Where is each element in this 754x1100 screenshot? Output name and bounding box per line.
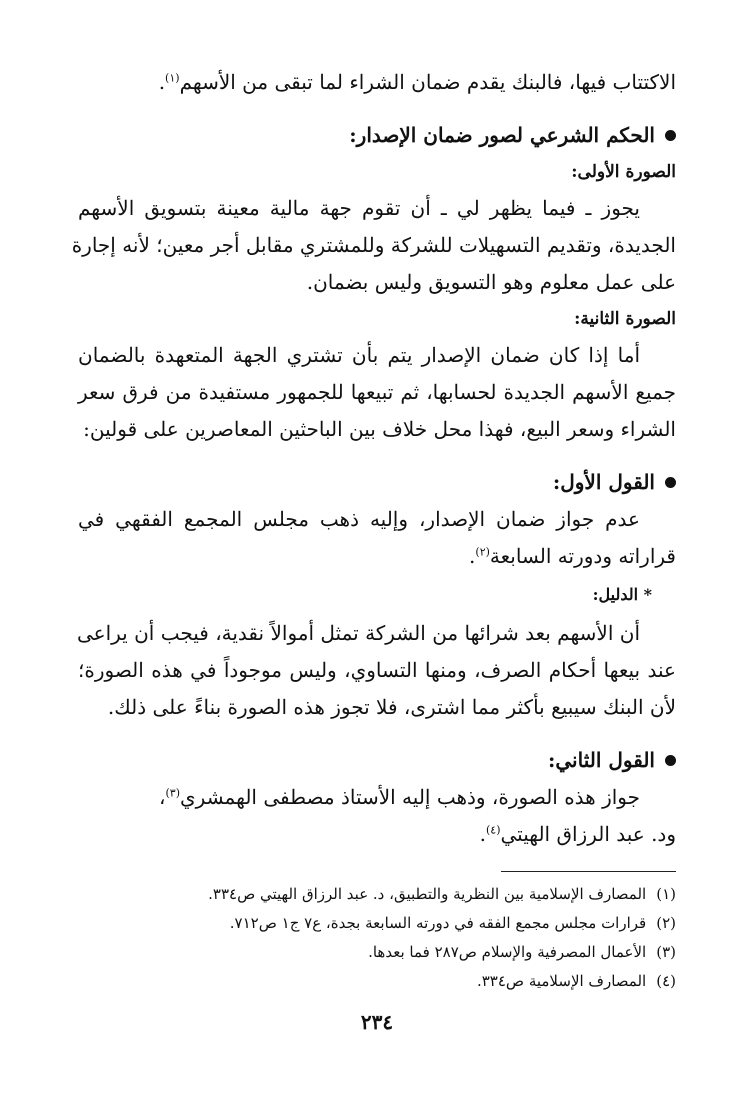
first-opinion-text: قراراته ودورته السابعة [489,544,676,568]
second-opinion-title: القول الثاني: [548,748,655,772]
second-form-line: جميع الأسهم الجديدة لحسابها، ثم تبيعها للجمهور مستفيدة من فرق سعر [78,380,676,404]
second-opinion-text: جواز هذه الصورة، وذهب إليه الأستاذ مصطفى الهمشري [180,785,640,809]
footnote-number: (٢) [656,914,676,932]
footnotes [78,880,676,996]
footnote-item [78,938,676,967]
intro-text: الاكتتاب فيها، فالبنك يقدم ضمان الشراء لما تبقى من الأسهم [179,70,676,94]
second-opinion-period: . [479,822,486,846]
first-opinion-line [78,538,676,575]
evidence-heading [78,575,676,615]
footnote-text: المصارف الإسلامية ص٣٣٤. [476,972,647,990]
footnote-text: الأعمال المصرفية والإسلام ص٢٨٧ فما بعدها. [368,943,647,961]
footnote-divider [501,871,676,872]
first-form-line: يجوز ـ فيما يظهر لي ـ أن تقوم جهة مالية معينة بتسويق الأسهم [78,196,640,220]
second-opinion-text: ود. عبد الرزاق الهيتي [500,822,676,846]
footnote-item [78,909,676,938]
first-opinion-line: عدم جواز ضمان الإصدار، وإليه ذهب مجلس المجمع الفقهي في [78,507,640,531]
intro-period: . [158,70,166,94]
footnote-number: (١) [656,885,676,903]
section-heading-second-opinion [78,742,676,779]
first-form-line: الجديدة، وتقديم التسهيلات للشركة وللمشتري مقابل أجر معين؛ لأنه إجارة [71,233,676,257]
bullet-icon [665,130,676,141]
section-heading-text: الحكم الشرعي لصور ضمان الإصدار: [349,123,655,147]
second-opinion-comma: ، [159,785,166,809]
footnote-ref-4[interactable]: (٤) [485,823,501,837]
footnote-text: قرارات مجلس مجمع الفقه في دورته السابعة بجدة، ع٧ ج١ ص٧١٢. [229,914,647,932]
footnote-number: (٣) [656,943,676,961]
main-text [71,64,676,853]
section-heading-ruling [78,117,676,154]
first-form-heading: الصورة الأولى: [571,162,676,182]
second-opinion-line [78,779,676,816]
second-form-line: الشراء وسعر البيع، فهذا محل خلاف بين الباحثين المعاصرين على قولين: [83,417,676,441]
first-opinion-title: القول الأول: [552,470,655,494]
section-heading-first-opinion [78,464,676,501]
footnote-number: (٤) [656,972,676,990]
footnote-ref-2[interactable]: (٢) [475,545,490,559]
footnote-item [78,967,676,996]
star-icon: * [643,585,652,604]
evidence-line: لأن البنك سيبيع بأكثر مما اشترى، فلا تجوز هذه الصورة بناءً على ذلك. [107,695,676,719]
second-opinion-line [78,816,676,853]
evidence-title: الدليل: [592,585,639,604]
first-opinion-period: . [469,544,476,568]
bullet-icon [665,755,676,766]
second-form-heading: الصورة الثانية: [574,309,676,329]
intro-paragraph [78,64,676,101]
second-form-line: أما إذا كان ضمان الإصدار يتم بأن تشتري الجهة المتعهدة بالضمان [78,343,641,367]
first-form-line: على عمل معلوم وهو التسويق وليس بضمان. [306,270,676,294]
footnote-item [78,880,676,909]
footnote-ref-3[interactable]: (٣) [165,786,181,800]
footnote-text: المصارف الإسلامية بين النظرية والتطبيق، د. عبد الرزاق الهيتي ص٣٣٤. [208,885,647,903]
evidence-line: عند بيعها أحكام الصرف، ومنها التساوي، وليس موجوداً في هذه الصورة؛ [78,658,676,682]
bullet-icon [665,477,676,488]
page-number: ٢٣٤ [360,1010,394,1034]
footnote-ref-1[interactable]: (١) [165,71,180,85]
evidence-line: أن الأسهم بعد شرائها من الشركة تمثل أموالاً نقدية، فيجب أن يراعى [76,621,640,645]
